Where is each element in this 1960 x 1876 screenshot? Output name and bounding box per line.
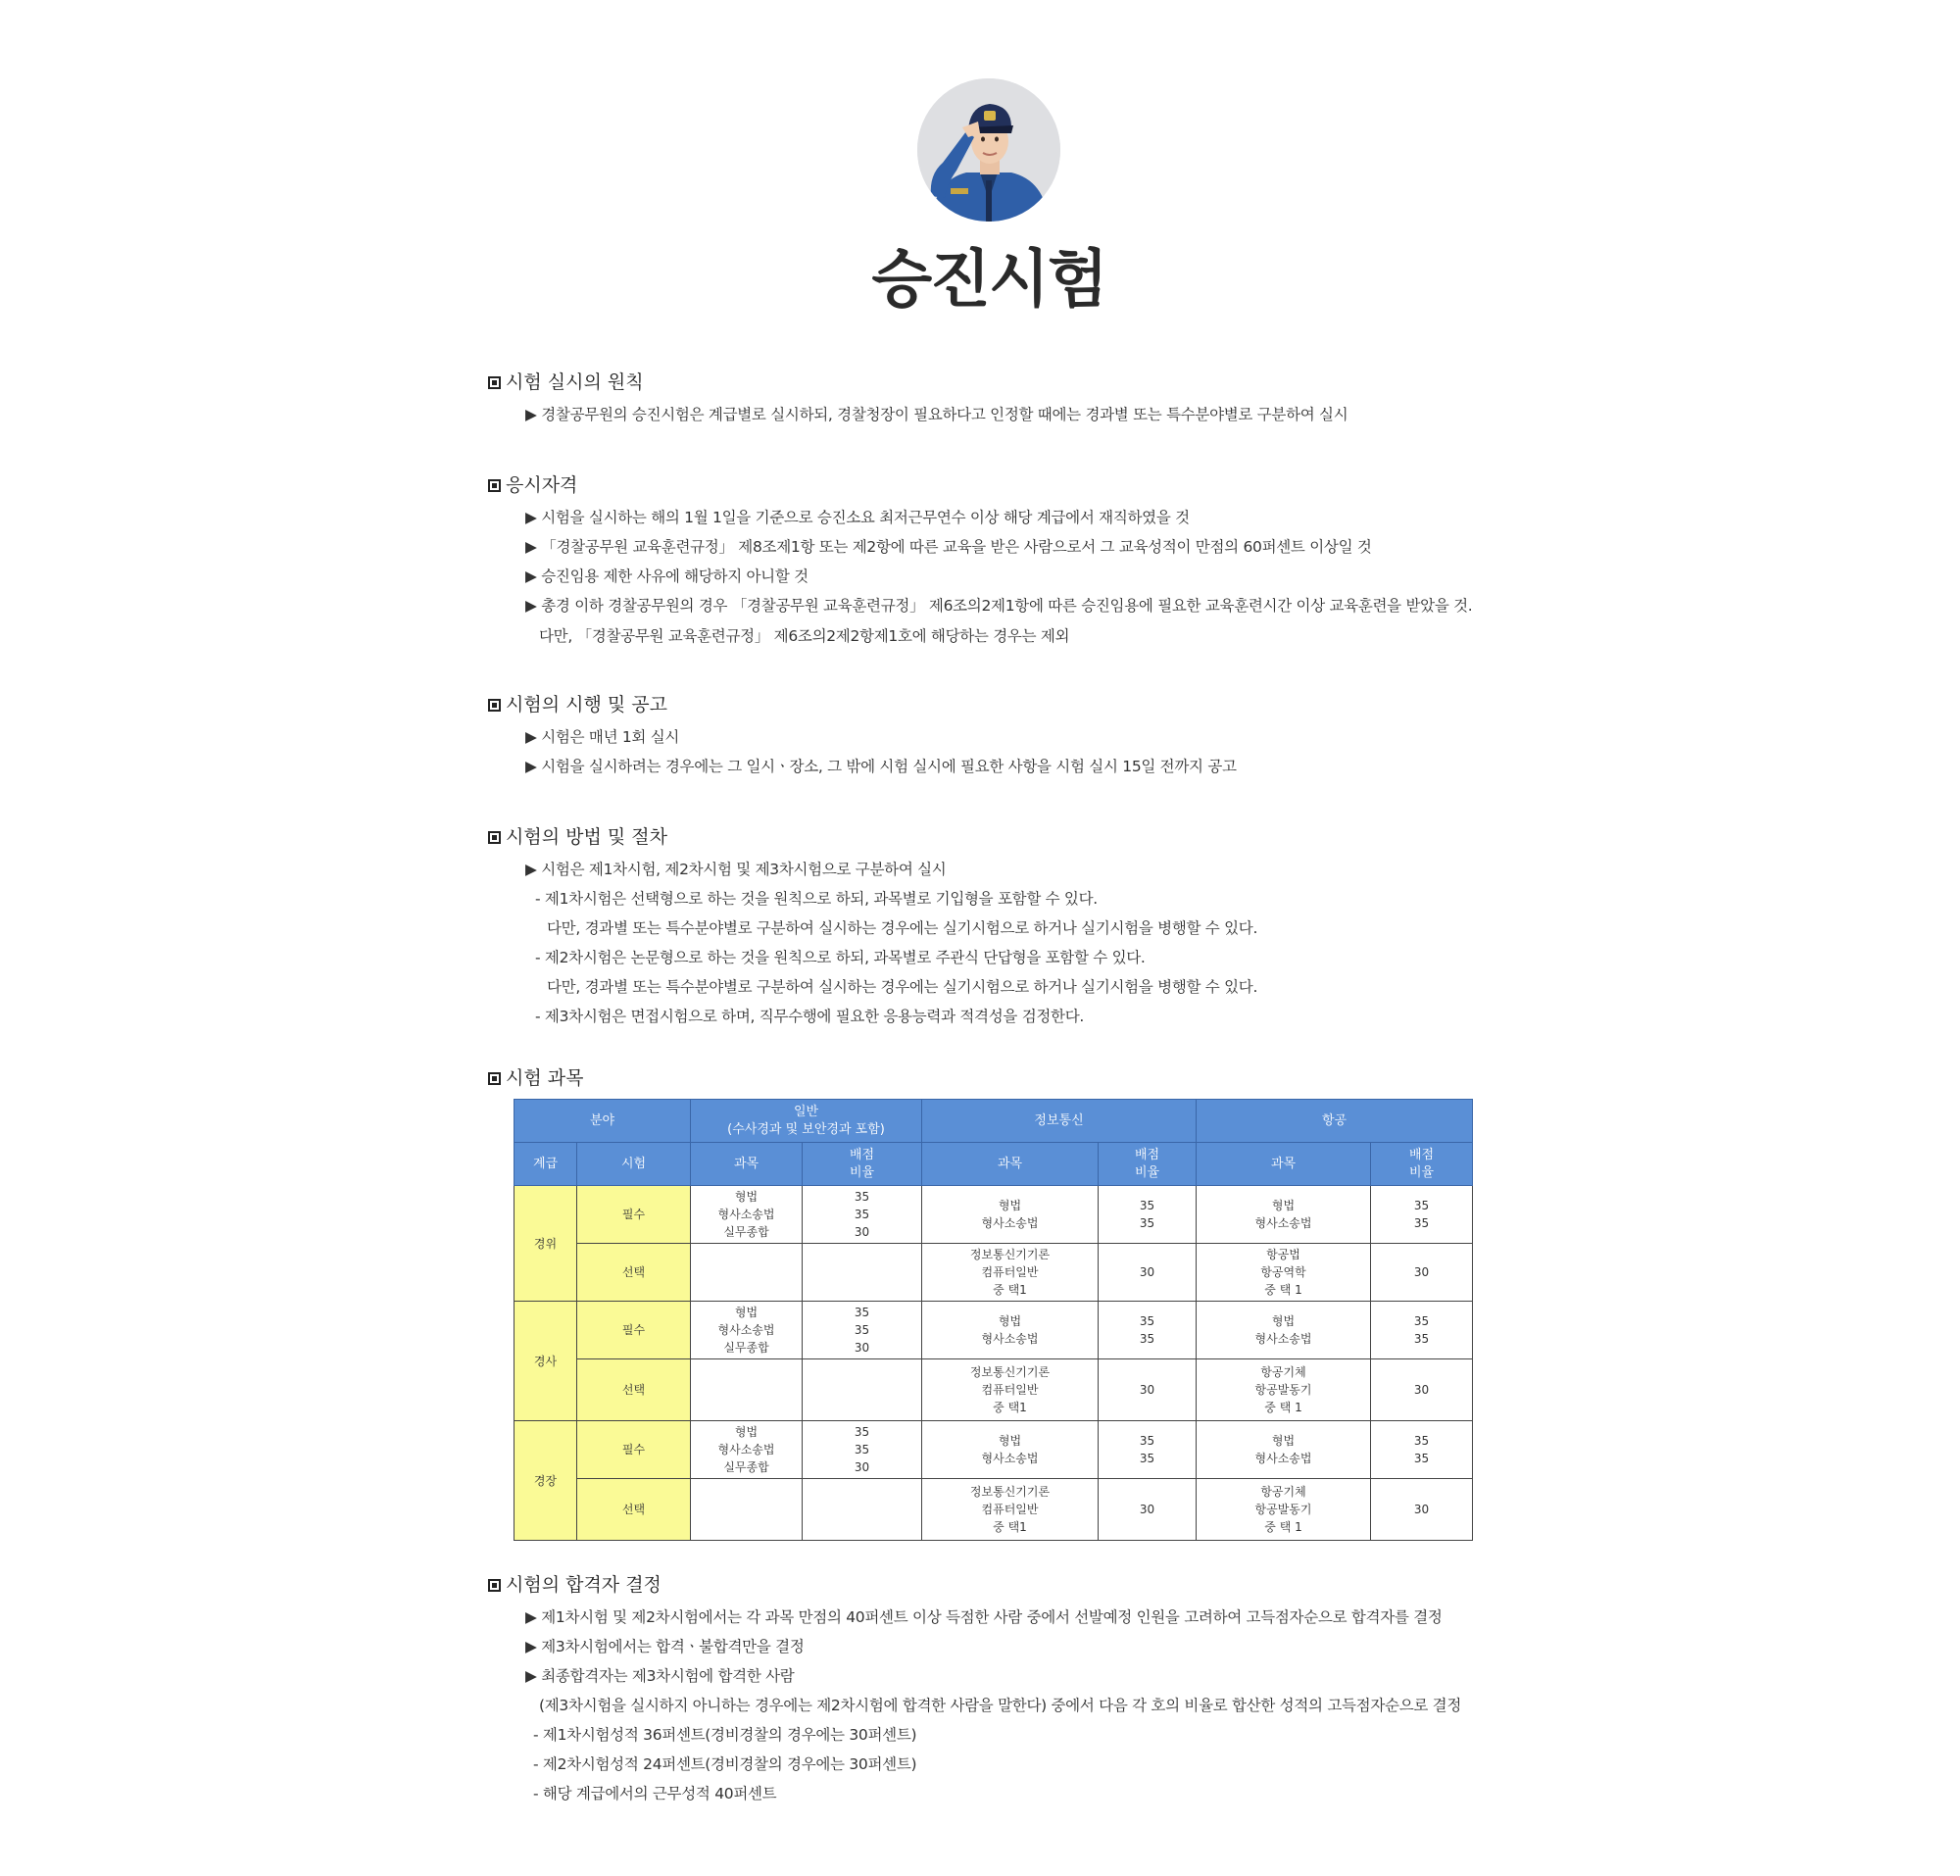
- header-general: 일반 (수사경과 및 보안경과 포함): [691, 1100, 922, 1143]
- general-subjects-cell: 형법 형사소송법 실무종합: [691, 1421, 803, 1479]
- eligibility-item: 다만, 「경찰공무원 교육훈련규정」 제6조의2제2항제1호에 해당하는 경우는 제외: [539, 627, 1070, 645]
- general-ratios-cell: 35 35 30: [803, 1302, 922, 1359]
- section-heading-notice: 시험의 시행 및 공고: [488, 690, 667, 716]
- section-heading-eligibility: 응시자격: [488, 470, 577, 497]
- header-exam: 시험: [577, 1143, 691, 1186]
- eligibility-item: ▶ 「경찰공무원 교육훈련규정」 제8조제1항 또는 제2항에 따른 교육을 받은 사람으로서 그 교육성적이 만점의 60퍼센트 이상일 것: [525, 538, 1372, 556]
- info-ratio-cell: 30: [1099, 1359, 1197, 1421]
- empty-cell: [803, 1359, 922, 1421]
- general-subjects-cell: 형법 형사소송법 실무종합: [691, 1302, 803, 1359]
- rank-cell: 경위: [514, 1186, 577, 1302]
- exam-type-cell: 선택: [577, 1479, 691, 1541]
- empty-cell: [803, 1479, 922, 1541]
- header-info: 정보통신: [922, 1100, 1197, 1143]
- info-subjects-cell: 형법 형사소송법: [922, 1186, 1099, 1244]
- section-heading-method: 시험의 방법 및 절차: [488, 822, 667, 849]
- aviation-ratios-cell: 35 35: [1371, 1186, 1473, 1244]
- section-heading-subjects: 시험 과목: [488, 1063, 583, 1090]
- aviation-subjects-cell: 형법 형사소송법: [1197, 1421, 1371, 1479]
- aviation-ratios-cell: 35 35: [1371, 1421, 1473, 1479]
- pass-item: ▶ 제1차시험 및 제2차시험에서는 각 과목 만점의 40퍼센트 이상 득점한 사람 중에서 선발예정 인원을 고려하여 고득점자순으로 합격자를 결정: [525, 1608, 1443, 1626]
- method-item: - 제1차시험은 선택형으로 하는 것을 원칙으로 하되, 과목별로 기입형을 포함할 수 있다.: [535, 890, 1098, 908]
- method-item: ▶ 시험은 제1차시험, 제2차시험 및 제3차시험으로 구분하여 실시: [525, 861, 947, 878]
- rank-cell: 경장: [514, 1421, 577, 1541]
- aviation-subjects-cell: 항공기체 항공발동기 중 택 1: [1197, 1479, 1371, 1541]
- header-ratio: 배점 비율: [803, 1143, 922, 1186]
- table-row: [514, 1186, 1473, 1244]
- table-row: [514, 1302, 1473, 1359]
- square-bullet-icon: [488, 699, 501, 712]
- header-subject: 과목: [691, 1143, 803, 1186]
- police-officer-avatar: [917, 78, 1060, 222]
- pass-item: ▶ 최종합격자는 제3차시험에 합격한 사람: [525, 1667, 795, 1685]
- header-subject: 과목: [1197, 1143, 1371, 1186]
- info-subjects-cell: 정보통신기기론 컴퓨터일반 중 택1: [922, 1359, 1099, 1421]
- info-subjects-cell: 형법 형사소송법: [922, 1302, 1099, 1359]
- eligibility-item: ▶ 시험을 실시하는 해의 1월 1일을 기준으로 승진소요 최저근무연수 이상 해당 계급에서 재직하였을 것: [525, 509, 1190, 526]
- square-bullet-icon: [488, 831, 501, 844]
- aviation-ratio-cell: 30: [1371, 1244, 1473, 1302]
- method-item: 다만, 경과별 또는 특수분야별로 구분하여 실시하는 경우에는 실기시험으로 하거나 실기시험을 병행할 수 있다.: [547, 919, 1258, 937]
- square-bullet-icon: [488, 1072, 501, 1085]
- info-ratio-cell: 30: [1099, 1244, 1197, 1302]
- exam-type-cell: 필수: [577, 1186, 691, 1244]
- exam-type-cell: 선택: [577, 1244, 691, 1302]
- empty-cell: [691, 1359, 803, 1421]
- table-subheader-row: [514, 1143, 1473, 1186]
- eligibility-item: ▶ 승진임용 제한 사유에 해당하지 아니할 것: [525, 568, 808, 585]
- empty-cell: [691, 1479, 803, 1541]
- notice-item: ▶ 시험을 실시하려는 경우에는 그 일시ㆍ장소, 그 밖에 시험 실시에 필요한 사항을 시험 실시 15일 전까지 공고: [525, 758, 1237, 775]
- section-heading-pass: 시험의 합격자 결정: [488, 1570, 662, 1597]
- info-subjects-cell: 정보통신기기론 컴퓨터일반 중 택1: [922, 1244, 1099, 1302]
- pass-item: - 제1차시험성적 36퍼센트(경비경찰의 경우에는 30퍼센트): [533, 1726, 917, 1744]
- header-subject: 과목: [922, 1143, 1099, 1186]
- section-heading-principle: 시험 실시의 원칙: [488, 368, 644, 394]
- square-bullet-icon: [488, 1579, 501, 1592]
- table-row: [514, 1244, 1473, 1302]
- square-bullet-icon: [488, 479, 501, 492]
- header-rank: 계급: [514, 1143, 577, 1186]
- info-ratios-cell: 35 35: [1099, 1421, 1197, 1479]
- aviation-subjects-cell: 형법 형사소송법: [1197, 1302, 1371, 1359]
- info-ratios-cell: 35 35: [1099, 1186, 1197, 1244]
- pass-item: - 해당 계급에서의 근무성적 40퍼센트: [533, 1785, 777, 1802]
- general-ratios-cell: 35 35 30: [803, 1186, 922, 1244]
- aviation-ratio-cell: 30: [1371, 1479, 1473, 1541]
- aviation-subjects-cell: 항공법 항공역학 중 택 1: [1197, 1244, 1371, 1302]
- empty-cell: [803, 1244, 922, 1302]
- notice-item: ▶ 시험은 매년 1회 실시: [525, 728, 680, 746]
- general-subjects-cell: 형법 형사소송법 실무종합: [691, 1186, 803, 1244]
- rank-cell: 경사: [514, 1302, 577, 1421]
- pass-item: ▶ 제3차시험에서는 합격ㆍ불합격만을 결정: [525, 1638, 805, 1655]
- principle-item: ▶ 경찰공무원의 승진시험은 계급별로 실시하되, 경찰청장이 필요하다고 인정할 때에는 경과별 또는 특수분야별로 구분하여 실시: [525, 406, 1348, 423]
- square-bullet-icon: [488, 376, 501, 389]
- exam-type-cell: 선택: [577, 1359, 691, 1421]
- info-ratio-cell: 30: [1099, 1479, 1197, 1541]
- aviation-ratio-cell: 30: [1371, 1359, 1473, 1421]
- header-ratio: 배점 비율: [1371, 1143, 1473, 1186]
- header-field: 분야: [514, 1100, 691, 1143]
- exam-subjects-table: [514, 1099, 1473, 1541]
- table-row: [514, 1359, 1473, 1421]
- aviation-subjects-cell: 형법 형사소송법: [1197, 1186, 1371, 1244]
- info-subjects-cell: 형법 형사소송법: [922, 1421, 1099, 1479]
- empty-cell: [691, 1244, 803, 1302]
- table-row: [514, 1421, 1473, 1479]
- method-item: 다만, 경과별 또는 특수분야별로 구분하여 실시하는 경우에는 실기시험으로 하거나 실기시험을 병행할 수 있다.: [547, 978, 1258, 996]
- pass-item: - 제2차시험성적 24퍼센트(경비경찰의 경우에는 30퍼센트): [533, 1755, 917, 1773]
- aviation-ratios-cell: 35 35: [1371, 1302, 1473, 1359]
- method-item: - 제3차시험은 면접시험으로 하며, 직무수행에 필요한 응용능력과 적격성을 검정한다.: [535, 1008, 1085, 1025]
- pass-item: (제3차시험을 실시하지 아니하는 경우에는 제2차시험에 합격한 사람을 말한다) 중에서 다음 각 호의 비율로 합산한 성적의 고득점자순으로 결정: [539, 1697, 1462, 1714]
- header-ratio: 배점 비율: [1099, 1143, 1197, 1186]
- exam-type-cell: 필수: [577, 1302, 691, 1359]
- page-title: 승진시험: [871, 244, 1106, 317]
- eligibility-item: ▶ 총경 이하 경찰공무원의 경우 「경찰공무원 교육훈련규정」 제6조의2제1항에 따른 승진임용에 필요한 교육훈련시간 이상 교육훈련을 받았을 것.: [525, 597, 1473, 615]
- saluting-officer-illustration: [917, 78, 1060, 222]
- table-row: [514, 1479, 1473, 1541]
- general-ratios-cell: 35 35 30: [803, 1421, 922, 1479]
- info-subjects-cell: 정보통신기기론 컴퓨터일반 중 택1: [922, 1479, 1099, 1541]
- info-ratios-cell: 35 35: [1099, 1302, 1197, 1359]
- aviation-subjects-cell: 항공기체 항공발동기 중 택 1: [1197, 1359, 1371, 1421]
- table-header-row: [514, 1100, 1473, 1143]
- header-aviation: 항공: [1197, 1100, 1473, 1143]
- exam-type-cell: 필수: [577, 1421, 691, 1479]
- method-item: - 제2차시험은 논문형으로 하는 것을 원칙으로 하되, 과목별로 주관식 단답형을 포함할 수 있다.: [535, 949, 1146, 966]
